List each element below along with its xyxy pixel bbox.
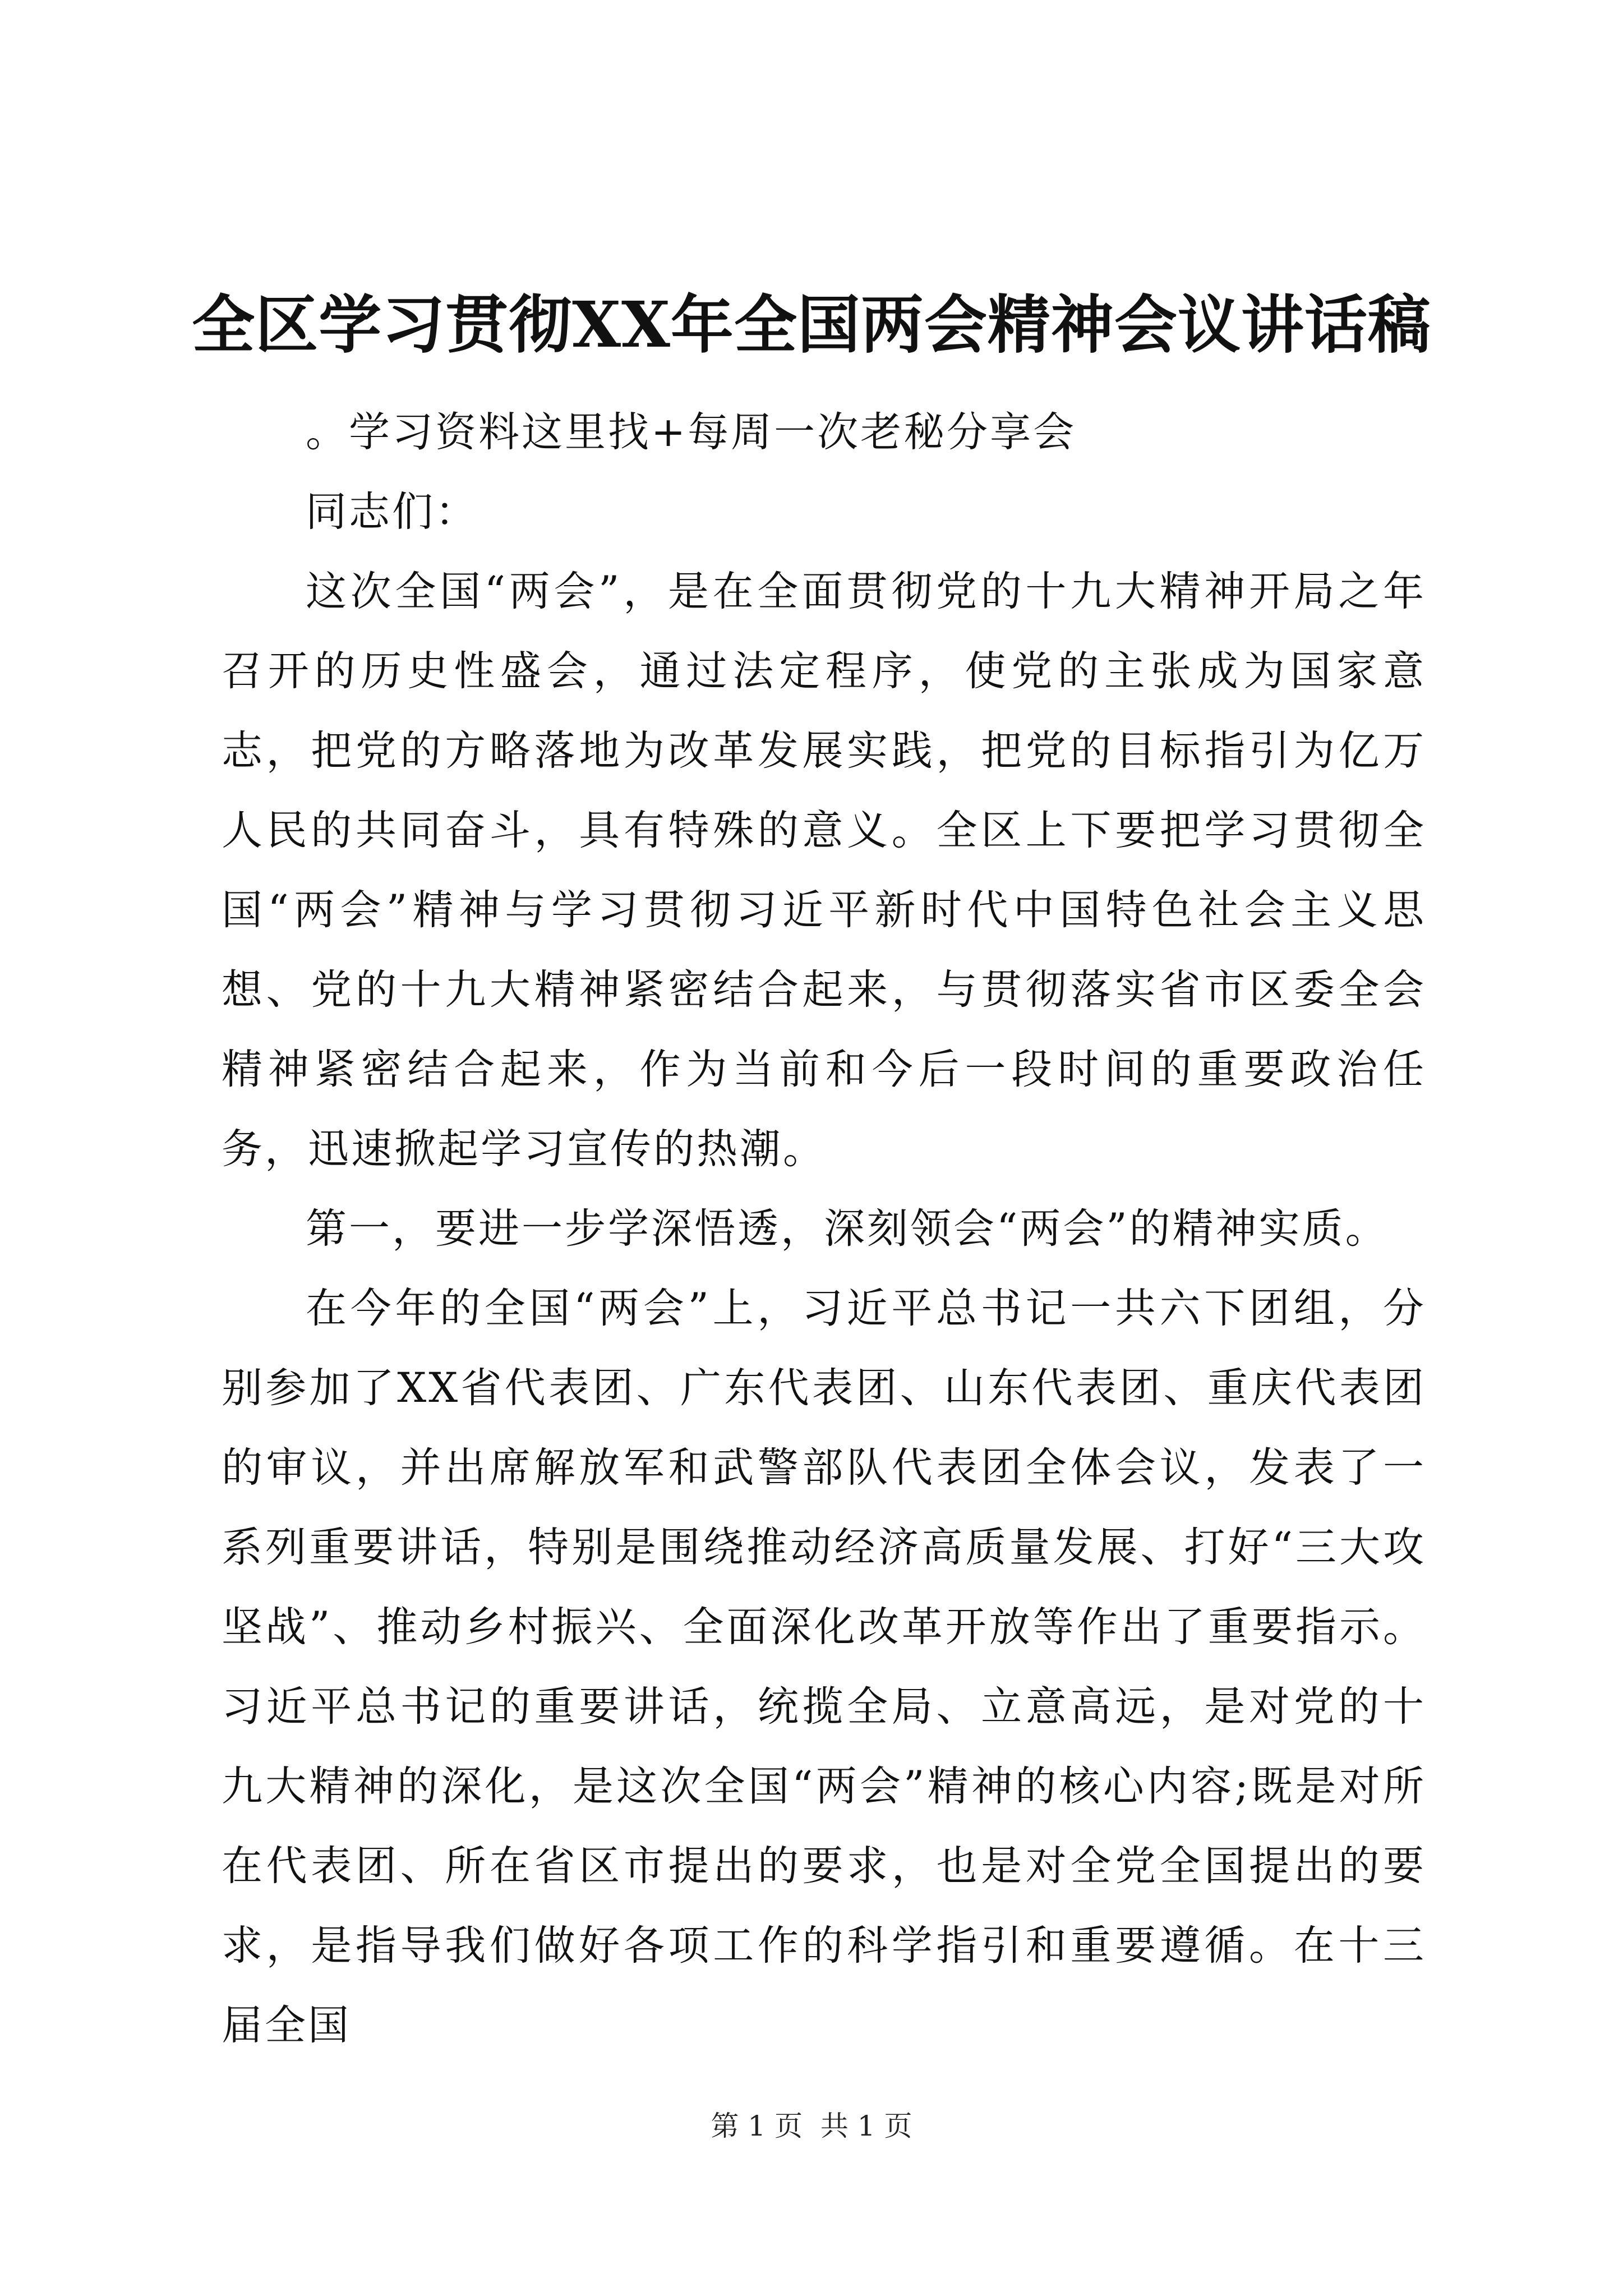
salutation: 同志们： bbox=[306, 488, 478, 536]
subtitle-line: 。学习资料这里找+每周一次老秘分享会 bbox=[306, 408, 1077, 456]
paragraph-intro: 这次全国“两会”，是在全面贯彻党的十九大精神开局之年召开的历史性盛会，通过法定程序，使党的主张成为国家意志，把党的方略落地为改革发展实践，把党的目标指引为亿万人民的共同奋斗，具有特殊的意义。全区上下要把学习贯彻全国“两会”精神与学习贯彻习近平新时代中国特色社会主义思想、党的十九大精神紧密结合起来，与贯彻落实省市区委全会精神紧密结合起来，作为当前和今后一段时间的重要政治任务，迅速掀起学习宣传的热潮。 bbox=[222, 568, 1426, 1173]
document-title: 全区学习贯彻XX年全国两会精神会议讲话稿 bbox=[192, 288, 1431, 362]
section-heading-first: 第一，要进一步学深悟透，深刻领会“两会”的精神实质。 bbox=[306, 1205, 1389, 1253]
page-number-footer: 第 1 页 共 1 页 bbox=[711, 2110, 912, 2142]
document-body bbox=[222, 393, 1426, 2065]
paragraph-body: 在今年的全国“两会”上，习近平总书记一共六下团组，分别参加了XX省代表团、广东代表团、山东代表团、重庆代表团的审议，并出席解放军和武警部队代表团全体会议，发表了一系列重要讲话，特别是围绕推动经济高质量发展、打好“三大攻坚战”、推动乡村振兴、全面深化改革开放等作出了重要指示。习近平总书记的重要讲话，统揽全局、立意高远，是对党的十九大精神的深化，是这次全国“两会”精神的核心内容;既是对所在代表团、所在省区市提出的要求，也是对全党全国提出的要求，是指导我们做好各项工作的科学指引和重要遵循。在十三届全国 bbox=[222, 1285, 1426, 2049]
